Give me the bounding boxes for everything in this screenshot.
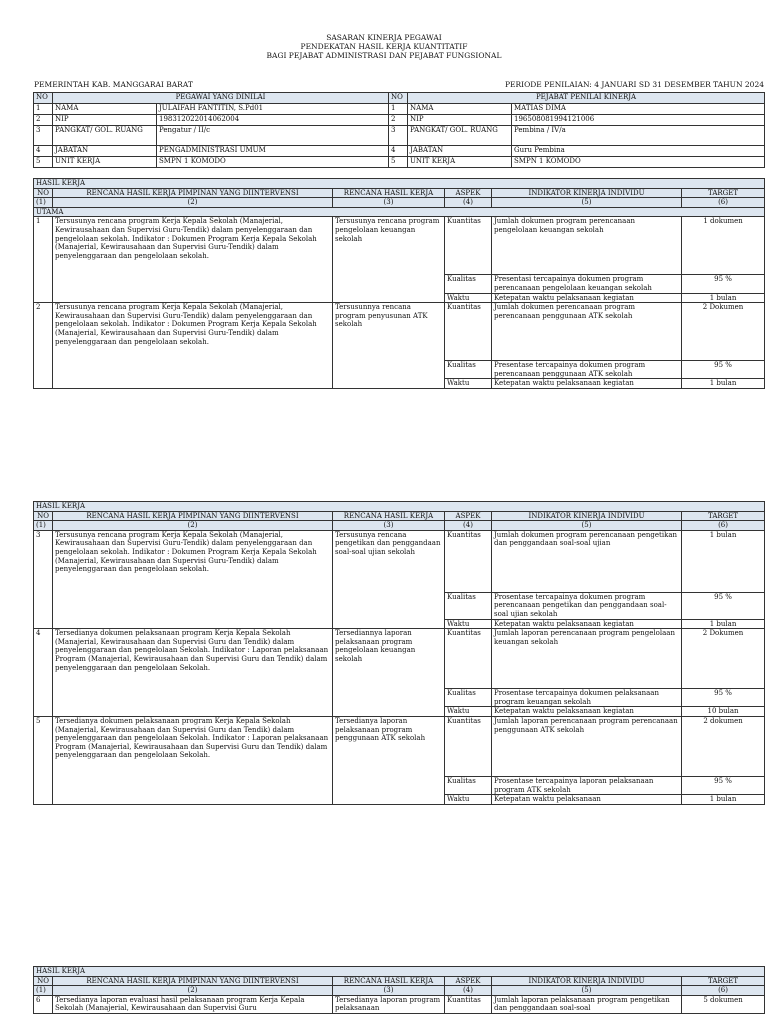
row-no: 1 [34, 217, 53, 303]
aspek-cell: Waktu [445, 619, 492, 629]
table-row [34, 530, 765, 592]
persons-table [33, 92, 765, 168]
indikator-cell: Ketepatan waktu pelaksanaan kegiatan [492, 379, 682, 389]
column-header: RENCANA HASIL KERJA PIMPINAN YANG DIINTERVENSI [53, 511, 333, 521]
person-label: JABATAN [53, 146, 157, 157]
evaluator-label: NAMA [408, 104, 512, 115]
rencana-pimpinan: Tersedianya dokumen pelaksanaan program Kerja Kepala Sekolah (Manajerial, Kewirausahaan dan Supervisi Guru dan Tendik) dalam penyelenggaraan dan pengelolaan Sekolah. Indikator : Laporan pelaksanaan Program (Manajerial, Kewirausahaan dan Supervisi Guru dan Tendik) dalam penyelenggaraan dan pengelolaan Sekolah. [53, 716, 333, 804]
left-title: PEGAWAI YANG DINILAI [53, 93, 389, 104]
column-number-row [34, 198, 765, 208]
target-cell: 1 bulan [682, 530, 765, 592]
evaluator-no: 4 [389, 146, 408, 157]
person-label: PANGKAT/ GOL. RUANG [53, 126, 157, 146]
rencana-hasil-kerja: Tersusunnya rencana program penyusunan ATK sekolah [333, 303, 445, 389]
table-row [34, 217, 765, 275]
meta-line [34, 80, 764, 89]
evaluator-label: NIP [408, 115, 512, 126]
person-no: 2 [34, 115, 53, 126]
column-number: (2) [53, 521, 333, 531]
evaluator-value: Guru Pembina [512, 146, 765, 157]
column-header: ASPEK [445, 188, 492, 198]
aspek-cell: Waktu [445, 707, 492, 717]
indikator-cell: Ketepatan waktu pelaksanaan kegiatan [492, 293, 682, 303]
column-number: (4) [445, 521, 492, 531]
column-number: (5) [492, 198, 682, 208]
header-line-1: SASARAN KINERJA PEGAWAI [326, 33, 442, 42]
column-header: RENCANA HASIL KERJA PIMPINAN YANG DIINTERVENSI [53, 188, 333, 198]
header-line-2: PENDEKATAN HASIL KERJA KUANTITATIF [300, 42, 468, 51]
section-title: HASIL KERJA [34, 967, 765, 977]
column-number: (5) [492, 986, 682, 996]
column-header: ASPEK [445, 511, 492, 521]
column-number: (3) [333, 986, 445, 996]
column-number-row [34, 521, 765, 531]
indikator-cell: Ketepatan waktu pelaksanaan kegiatan [492, 707, 682, 717]
indikator-cell: Jumlah dokumen program perencanaan pengetikan dan penggandaan soal-soal ujian [492, 530, 682, 592]
evaluator-value: SMPN 1 KOMODO [512, 157, 765, 168]
aspek-cell: Waktu [445, 795, 492, 805]
aspek-cell: Kuantitas [445, 530, 492, 592]
column-header: INDIKATOR KINERJA INDIVIDU [492, 188, 682, 198]
indikator-cell: Jumlah laporan perencanaan program pengelolaan keuangan sekolah [492, 629, 682, 689]
person-row [34, 126, 765, 146]
person-no: 4 [34, 146, 53, 157]
column-header: INDIKATOR KINERJA INDIVIDU [492, 511, 682, 521]
aspek-cell: Kuantitas [445, 995, 492, 1013]
row-no: 4 [34, 629, 53, 717]
target-cell: 95 % [682, 275, 765, 293]
person-label: UNIT KERJA [53, 157, 157, 168]
work-table-1 [33, 178, 765, 389]
evaluator-label: PANGKAT/ GOL. RUANG [408, 126, 512, 146]
indikator-cell: Jumlah laporan pelaksanaan program pengetikan dan penggandaan soal-soal [492, 995, 682, 1013]
meta-periode: PERIODE PENILAIAN: 4 JANUARI SD 31 DESEMBER TAHUN 2024 [505, 80, 764, 89]
column-number: (6) [682, 521, 765, 531]
header-line-3: BAGI PEJABAT ADMINISTRASI DAN PEJABAT FUNGSIONAL [266, 51, 502, 60]
indikator-cell: Jumlah dokumen program perencanaan pengelolaan keuangan sekolah [492, 217, 682, 275]
section-row [34, 179, 765, 189]
rencana-pimpinan: Tersusunya rencana program Kerja Kepala Sekolah (Manajerial, Kewirausahaan dan Supervisi Guru-Tendik) dalam penyelenggaraan dan pengelolaan sekolah. Indikator : Dokumen Program Kerja Kepala Sekolah (Manajerial, Kewirausahaan dan Supervisi Guru-Tendik) dalam penyelenggaraan dan pengelolaan sekolah. [53, 217, 333, 303]
person-value: JULAIFAH FANTITIN, S.Pd01 [157, 104, 389, 115]
rencana-hasil-kerja: Tersediannya laporan pelaksanaan program pengelolaan keuangan sekolah [333, 629, 445, 717]
target-cell: 2 Dokumen [682, 303, 765, 361]
rencana-pimpinan: Tersedianya dokumen pelaksanaan program Kerja Kepala Sekolah (Manajerial, Kewirausahaan dan Supervisi Guru dan Tendik) dalam penyelenggaraan dan pengelolaan Sekolah. Indikator : Laporan pelaksanaan Program (Manajerial, Kewirausahaan dan Supervisi Guru dan Tendik) dalam penyelenggaraan dan pengelolaan Sekolah. [53, 629, 333, 717]
evaluator-no: 1 [389, 104, 408, 115]
row-no: 2 [34, 303, 53, 389]
aspek-cell: Kuantitas [445, 716, 492, 776]
aspek-cell: Kuantitas [445, 303, 492, 361]
column-number: (5) [492, 521, 682, 531]
person-row [34, 157, 765, 168]
column-number: (6) [682, 198, 765, 208]
column-header: RENCANA HASIL KERJA PIMPINAN YANG DIINTERVENSI [53, 976, 333, 986]
target-cell: 2 dokumen [682, 716, 765, 776]
work-table-3 [33, 966, 765, 1014]
column-header: NO [34, 976, 53, 986]
aspek-cell: Kualitas [445, 689, 492, 707]
target-cell: 2 Dokumen [682, 629, 765, 689]
rencana-pimpinan: Tersusunya rencana program Kerja Kepala Sekolah (Manajerial, Kewirausahaan dan Supervisi Guru-Tendik) dalam penyelenggaraan dan pengelolaan sekolah. Indikator : Dokumen Program Kerja Kepala Sekolah (Manajerial, Kewirausahaan dan Supervisi Guru-Tendik) dalam penyelenggaraan dan pengelolaan sekolah. [53, 530, 333, 628]
column-header-row [34, 511, 765, 521]
target-cell: 95 % [682, 592, 765, 619]
column-number: (4) [445, 198, 492, 208]
target-cell: 5 dokumen [682, 995, 765, 1013]
evaluator-value: MATIAS DIMA [512, 104, 765, 115]
rencana-hasil-kerja: Tersusunya rencana pengetikan dan penggandaan soal-soal ujian sekolah [333, 530, 445, 628]
aspek-cell: Waktu [445, 379, 492, 389]
evaluator-no: 3 [389, 126, 408, 146]
column-number: (1) [34, 198, 53, 208]
target-cell: 1 bulan [682, 795, 765, 805]
utama-row [34, 207, 765, 217]
aspek-cell: Kuantitas [445, 217, 492, 275]
indikator-cell: Presentasi tercapainya dokumen program perencanaan pengelolaan keuangan sekolah [492, 275, 682, 293]
aspek-cell: Kualitas [445, 361, 492, 379]
table-row [34, 995, 765, 1013]
row-no: 5 [34, 716, 53, 804]
column-header: NO [34, 188, 53, 198]
person-value: 198312022014062004 [157, 115, 389, 126]
indikator-cell: Ketepatan waktu pelaksanaan [492, 795, 682, 805]
meta-instansi: PEMERINTAH KAB. MANGGARAI BARAT [34, 80, 193, 89]
target-cell: 95 % [682, 776, 765, 794]
column-number-row [34, 986, 765, 996]
rencana-pimpinan: Tersusunya rencana program Kerja Kepala Sekolah (Manajerial, Kewirausahaan dan Supervisi Guru-Tendik) dalam penyelenggaraan dan pengelolaan sekolah. Indikator : Dokumen Program Kerja Kepala Sekolah (Manajerial, Kewirausahaan dan Supervisi Guru-Tendik) dalam penyelenggaraan dan pengelolaan sekolah. [53, 303, 333, 389]
aspek-cell: Waktu [445, 293, 492, 303]
column-number: (3) [333, 521, 445, 531]
table-row [34, 303, 765, 361]
evaluator-value: Pembina / IV/a [512, 126, 765, 146]
column-number: (3) [333, 198, 445, 208]
column-header: INDIKATOR KINERJA INDIVIDU [492, 976, 682, 986]
column-number: (1) [34, 986, 53, 996]
row-no: 3 [34, 530, 53, 628]
rencana-pimpinan: Tersedianya laporan evaluasi hasil pelaksanaan program Kerja Kepala Sekolah (Manajerial, Kewirausahaan dan Supervisi Guru [53, 995, 333, 1013]
target-cell: 10 bulan [682, 707, 765, 717]
person-no: 3 [34, 126, 53, 146]
target-cell: 1 bulan [682, 619, 765, 629]
aspek-cell: Kualitas [445, 592, 492, 619]
person-value: Pengatur / II/c [157, 126, 389, 146]
column-header-row [34, 976, 765, 986]
target-cell: 95 % [682, 689, 765, 707]
column-header: TARGET [682, 976, 765, 986]
indikator-cell: Ketepatan waktu pelaksanaan kegiatan [492, 619, 682, 629]
section-row [34, 502, 765, 512]
indikator-cell: Jumlah dokumen perencanaan program perencanaan penggunaan ATK sekolah [492, 303, 682, 361]
utama-label: UTAMA [34, 207, 765, 217]
evaluator-value: 196508081994121006 [512, 115, 765, 126]
column-header: ASPEK [445, 976, 492, 986]
evaluator-no: 5 [389, 157, 408, 168]
aspek-cell: Kuantitas [445, 629, 492, 689]
column-number: (6) [682, 986, 765, 996]
indikator-cell: Prosentase tercapainya laporan pelaksanaan program ATK sekolah [492, 776, 682, 794]
column-number: (2) [53, 198, 333, 208]
column-number: (4) [445, 986, 492, 996]
target-cell: 1 bulan [682, 379, 765, 389]
row-no: 6 [34, 995, 53, 1013]
person-value: SMPN 1 KOMODO [157, 157, 389, 168]
section-title: HASIL KERJA [34, 502, 765, 512]
column-number: (2) [53, 986, 333, 996]
section-row [34, 967, 765, 977]
column-header: TARGET [682, 188, 765, 198]
target-cell: 95 % [682, 361, 765, 379]
rencana-hasil-kerja: Tersedianya laporan pelaksanaan program penggunaan ATK sekolah [333, 716, 445, 804]
evaluator-label: JABATAN [408, 146, 512, 157]
person-row [34, 115, 765, 126]
evaluator-no: 2 [389, 115, 408, 126]
person-label: NIP [53, 115, 157, 126]
table-row [34, 716, 765, 776]
column-number: (1) [34, 521, 53, 531]
column-header-row [34, 188, 765, 198]
work-table-2 [33, 501, 765, 805]
rencana-hasil-kerja: Tersedianya laporan program pelaksanaan [333, 995, 445, 1013]
column-header: RENCANA HASIL KERJA [333, 511, 445, 521]
right-title: PEJABAT PENILAI KINERJA [408, 93, 765, 104]
person-label: NAMA [53, 104, 157, 115]
person-value: PENGADMINISTRASI UMUM [157, 146, 389, 157]
target-cell: 1 bulan [682, 293, 765, 303]
header-title [0, 33, 768, 60]
indikator-cell: Prosentase tercapainya dokumen program perencanaan pengetikan dan penggandaan soal-soal ujian sekolah [492, 592, 682, 619]
column-header: RENCANA HASIL KERJA [333, 976, 445, 986]
rencana-hasil-kerja: Tersusunya rencana program pengelolaan keuangan sekolah [333, 217, 445, 303]
evaluator-label: UNIT KERJA [408, 157, 512, 168]
person-no: 1 [34, 104, 53, 115]
persons-no-header: NO [34, 93, 53, 104]
indikator-cell: Presentase tercapainya dokumen program perencanaan penggunaan ATK sekolah [492, 361, 682, 379]
column-header: TARGET [682, 511, 765, 521]
aspek-cell: Kualitas [445, 776, 492, 794]
aspek-cell: Kualitas [445, 275, 492, 293]
person-row [34, 146, 765, 157]
persons-no-header: NO [389, 93, 408, 104]
column-header: RENCANA HASIL KERJA [333, 188, 445, 198]
indikator-cell: Jumlah laporan perencanaan program perencanaan penggunaan ATK sekolah [492, 716, 682, 776]
column-header: NO [34, 511, 53, 521]
person-row [34, 104, 765, 115]
section-title: HASIL KERJA [34, 179, 765, 189]
indikator-cell: Prosentase tercapainya dokumen pelaksanaan program keuangan sekolah [492, 689, 682, 707]
person-no: 5 [34, 157, 53, 168]
target-cell: 1 dokumen [682, 217, 765, 275]
table-row [34, 629, 765, 689]
